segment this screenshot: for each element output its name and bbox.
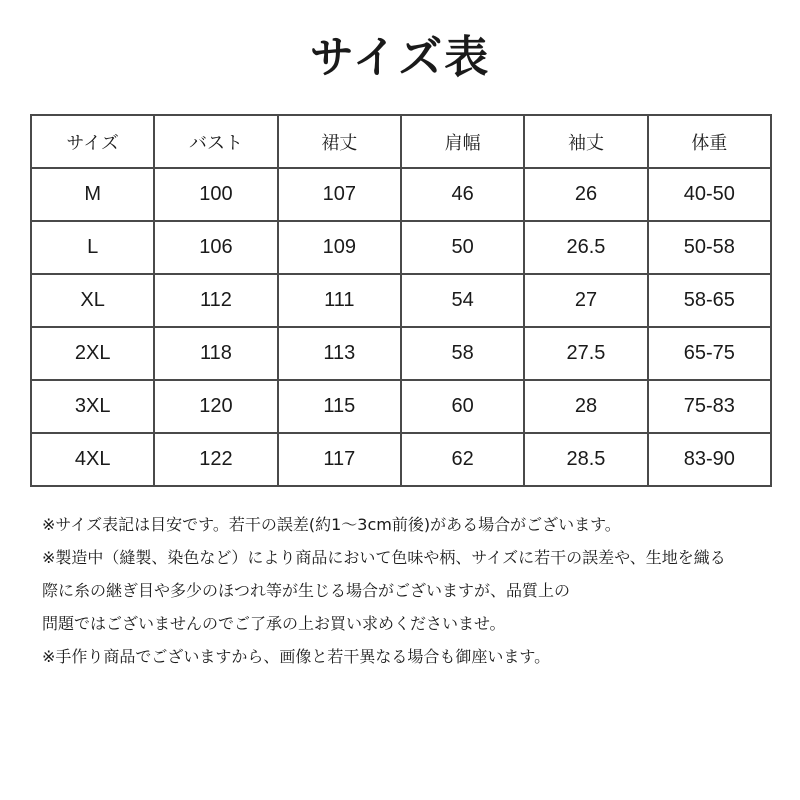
cell-bust: 122 xyxy=(154,433,277,486)
cell-shoulder: 54 xyxy=(401,274,524,327)
cell-bust: 120 xyxy=(154,380,277,433)
header-sleeve: 袖丈 xyxy=(524,115,647,168)
cell-size: L xyxy=(31,221,154,274)
cell-weight: 50-58 xyxy=(648,221,771,274)
cell-weight: 75-83 xyxy=(648,380,771,433)
note-line: 問題ではございませんのでご了承の上お買い求めくださいませ。 xyxy=(42,614,506,633)
table-row xyxy=(31,274,771,327)
cell-shoulder: 62 xyxy=(401,433,524,486)
cell-sleeve: 27.5 xyxy=(524,327,647,380)
size-table xyxy=(30,114,772,487)
note-line: ※製造中（縫製、染色など）により商品において色味や柄、サイズに若干の誤差や、生地を織る xyxy=(42,548,726,567)
cell-size: M xyxy=(31,168,154,221)
cell-length: 111 xyxy=(278,274,401,327)
cell-sleeve: 27 xyxy=(524,274,647,327)
header-bust: バスト xyxy=(154,115,277,168)
header-length: 裙丈 xyxy=(278,115,401,168)
cell-sleeve: 26.5 xyxy=(524,221,647,274)
table-row xyxy=(31,433,771,486)
table-row xyxy=(31,221,771,274)
cell-length: 107 xyxy=(278,168,401,221)
cell-sleeve: 26 xyxy=(524,168,647,221)
notes-block xyxy=(42,508,782,673)
cell-size: 3XL xyxy=(31,380,154,433)
cell-weight: 65-75 xyxy=(648,327,771,380)
cell-size: 4XL xyxy=(31,433,154,486)
cell-bust: 106 xyxy=(154,221,277,274)
cell-shoulder: 60 xyxy=(401,380,524,433)
table-header-row xyxy=(31,115,771,168)
table-row xyxy=(31,380,771,433)
cell-bust: 112 xyxy=(154,274,277,327)
note-line: ※サイズ表記は目安です。若干の誤差(約1〜3cm前後)がある場合がございます。 xyxy=(42,515,621,534)
cell-shoulder: 46 xyxy=(401,168,524,221)
cell-shoulder: 50 xyxy=(401,221,524,274)
cell-sleeve: 28.5 xyxy=(524,433,647,486)
cell-size: XL xyxy=(31,274,154,327)
cell-length: 109 xyxy=(278,221,401,274)
cell-weight: 40-50 xyxy=(648,168,771,221)
header-shoulder: 肩幅 xyxy=(401,115,524,168)
cell-weight: 58-65 xyxy=(648,274,771,327)
table-row xyxy=(31,327,771,380)
cell-length: 115 xyxy=(278,380,401,433)
cell-sleeve: 28 xyxy=(524,380,647,433)
cell-length: 117 xyxy=(278,433,401,486)
page-title: サイズ表 xyxy=(309,32,491,83)
header-weight: 体重 xyxy=(648,115,771,168)
cell-bust: 118 xyxy=(154,327,277,380)
cell-length: 113 xyxy=(278,327,401,380)
cell-shoulder: 58 xyxy=(401,327,524,380)
header-size: サイズ xyxy=(31,115,154,168)
cell-size: 2XL xyxy=(31,327,154,380)
table-row xyxy=(31,168,771,221)
note-line: ※手作り商品でございますから、画像と若干異なる場合も御座います。 xyxy=(42,647,551,666)
note-line: 際に糸の継ぎ目や多少のほつれ等が生じる場合がございますが、品質上の xyxy=(42,581,571,600)
cell-bust: 100 xyxy=(154,168,277,221)
cell-weight: 83-90 xyxy=(648,433,771,486)
